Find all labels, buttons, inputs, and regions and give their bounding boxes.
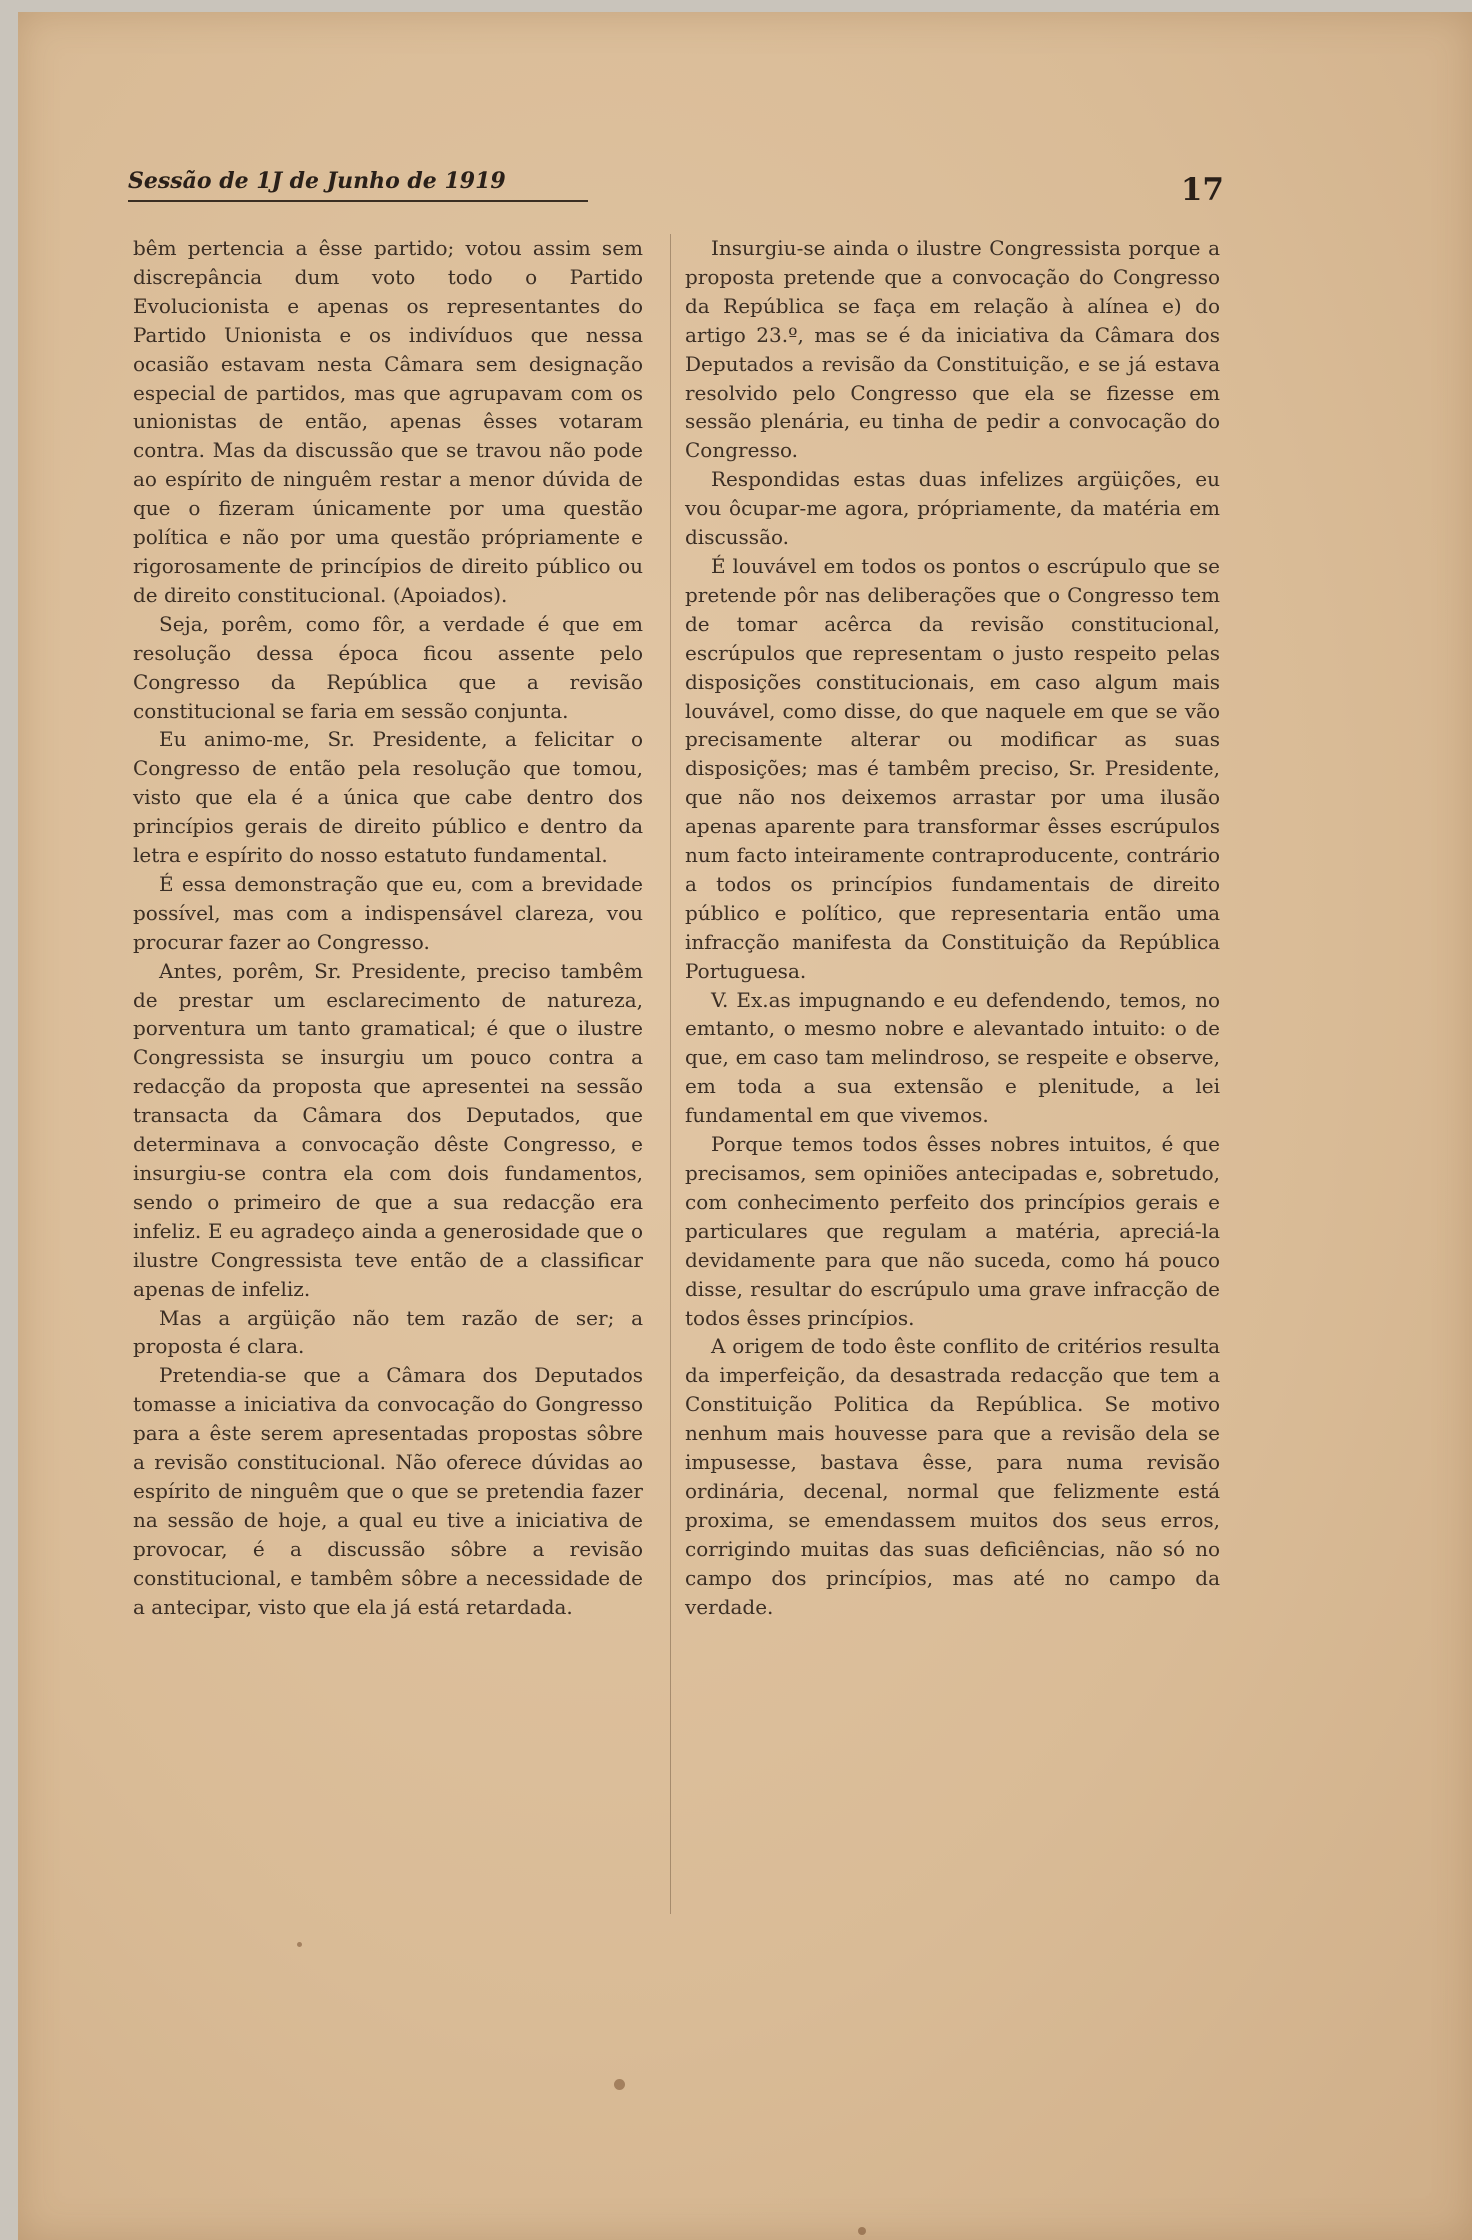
paragraph: Eu animo-me, Sr. Presidente, a felicitar o Congresso de então pela resolução que tomou, visto que ela é a única que cabe dentro dos princípios gerais de direito público e dentro da letra e espírito do nosso estatuto fundamental.	[133, 727, 643, 868]
paper-stain	[858, 2227, 866, 2235]
paragraph: É essa demonstração que eu, com a brevidade possível, mas com a indispensável clareza, vou procurar fazer ao Congresso.	[133, 871, 643, 954]
paragraph: A origem de todo êste conflito de critérios resulta da imperfeição, da desastrada redacção que tem a Constituição Politica da República. Se motivo nenhum mais houvesse para que a revisão dela se impusesse, bastava êsse, para numa revisão ordinária, decenal, normal que felizmente está proxima, se emendassem muitos dos seus erros, corrigindo muitas das suas deficiências, não só no campo dos princípios, mas até no campo da verdade.	[685, 1334, 1220, 1619]
paragraph: Mas a argüição não tem razão de ser; a proposta é clara.	[133, 1305, 643, 1359]
left-column	[133, 234, 643, 1622]
paragraph: Antes, porêm, Sr. Presidente, preciso tambêm de prestar um esclarecimento de natureza, porventura um tanto gramatical; é que o ilustre Congressista se insurgiu um pouco contra a redacção da proposta que apresentei na sessão transacta da Câmara dos Deputados, que determinava a convocação dêste Congresso, e insurgiu-se contra ela com dois fundamentos, sendo o primeiro de que a sua redacção era infeliz. E eu agradeço ainda a generosidade que o ilustre Congressista teve então de a classificar apenas de infeliz.	[133, 958, 643, 1301]
page-number: 17	[1180, 172, 1224, 208]
paragraph: Pretendia-se que a Câmara dos Deputados tomasse a iniciativa da convocação do Gongresso para a êste serem apresentadas propostas sôbre a revisão constitucional. Não oferece dúvidas ao espírito de ninguêm que o que se pretendia fazer na sessão de hoje, a qual eu tive a iniciativa de provocar, é a discussão sôbre a revisão constitucional, e tambêm sôbre a necessidade de a antecipar, visto que ela já está retardada.	[133, 1363, 643, 1619]
page-header	[128, 162, 1224, 222]
header-rule	[128, 200, 588, 202]
column-divider	[670, 234, 671, 1914]
right-column	[685, 234, 1220, 1622]
paragraph: V. Ex.as impugnando e eu defendendo, temos, no emtanto, o mesmo nobre e alevantado intuito: o de que, em caso tam melindroso, se respeite e observe, em toda a sua extensão e plenitude, a lei fundamental em que vivemos.	[685, 987, 1220, 1128]
paragraph: Seja, porêm, como fôr, a verdade é que em resolução dessa época ficou assente pelo Congresso da República que a revisão constitucional se faria em sessão conjunta.	[133, 611, 643, 723]
document-page	[18, 12, 1472, 2240]
paragraph: Porque temos todos êsses nobres intuitos, é que precisamos, sem opiniões antecipadas e, sobretudo, com conhecimento perfeito dos princípios gerais e particulares que regulam a matéria, apreciá-la devidamente para que não suceda, como há pouco disse, resultar do escrúpulo uma grave infracção de todos êsses princípios.	[685, 1132, 1220, 1330]
paragraph: Respondidas estas duas infelizes argüições, eu vou ôcupar-me agora, própriamente, da matéria em discussão.	[685, 467, 1220, 550]
paper-stain	[297, 1942, 302, 1947]
paragraph: Insurgiu-se ainda o ilustre Congressista porque a proposta pretende que a convocação do Congresso da República se faça em relação à alínea e) do artigo 23.º, mas se é da iniciativa da Câmara dos Deputados a revisão da Constituição, e se já estava resolvido pelo Congresso que ela se fizesse em sessão plenária, eu tinha de pedir a convocação do Congresso.	[685, 236, 1220, 463]
running-head: Sessão de 1J de Junho de 1919	[128, 168, 506, 194]
paragraph: bêm pertencia a êsse partido; votou assim sem discrepância dum voto todo o Partido Evolucionista e apenas os representantes do Partido Unionista e os indivíduos que nessa ocasião estavam nesta Câmara sem designação especial de partidos, mas que agrupavam com os unionistas de então, apenas êsses votaram contra. Mas da discussão que se travou não pode ao espírito de ninguêm restar a menor dúvida de que o fizeram únicamente por uma questão política e não por uma questão própriamente e rigorosamente de princípios de direito público ou de direito constitucional. (Apoiados).	[133, 236, 643, 607]
paragraph: É louvável em todos os pontos o escrúpulo que se pretende pôr nas deliberações que o Congresso tem de tomar acêrca da revisão constitucional, escrúpulos que representam o justo respeito pelas disposições constitucionais, em caso algum mais louvável, como disse, do que naquele em que se vão precisamente alterar ou modificar as suas disposições; mas é tambêm preciso, Sr. Presidente, que não nos deixemos arrastar por uma ilusão apenas aparente para transformar êsses escrúpulos num facto inteiramente contraproducente, contrário a todos os princípios fundamentais de direito público e político, que representaria então uma infracção manifesta da Constituição da República Portuguesa.	[685, 553, 1220, 983]
paper-stain	[614, 2079, 625, 2090]
